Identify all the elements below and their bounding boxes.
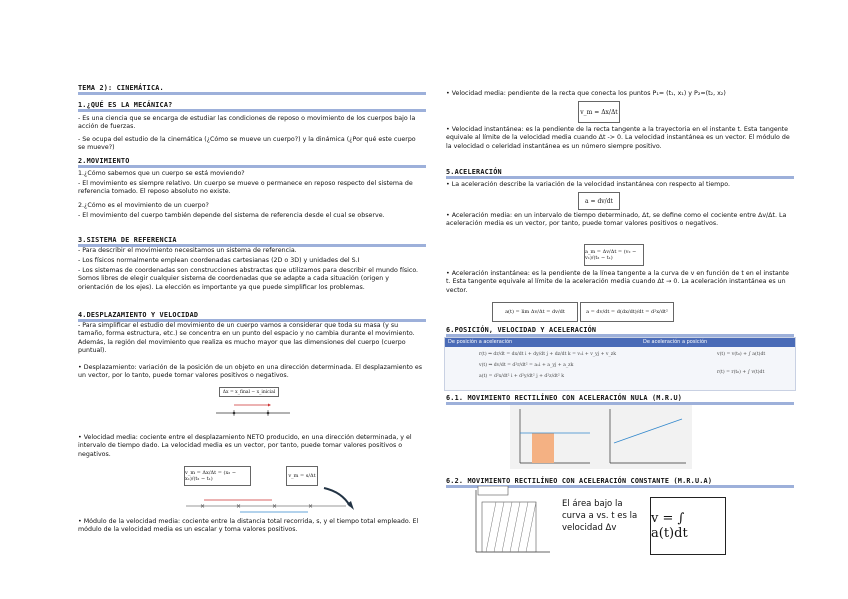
section-heading-aceleracion: 5.ACELERACIÓN (446, 168, 502, 176)
velocity-diagram (184, 466, 364, 516)
heading-bar (78, 92, 426, 95)
paragraph: • Módulo de la velocidad media: cociente entre la distancia total recorrida, s, y el tiempo total empleado. El módulo de la velocidad media es un escalar y toma valores positivos. (78, 518, 419, 534)
trajectory-arrows-icon (184, 466, 364, 516)
paragraph: • Desplazamiento: variación de la posición de un objeto en una dirección determinada. El desplazamiento es un vector, por lo tanto, puede tomar valores positivos o negativos. (78, 364, 423, 380)
velocity-module-formula: v_m = s/Δt (286, 466, 318, 486)
second-derivative-formula: a = dv/dt = d(dx/dt)/dt = d²x/dt² (580, 302, 674, 322)
paragraph: • Aceleración media: en un intervalo de tiempo determinado, Δt, se define como el cociente entre Δv/Δt. La aceleración media es un vector, por tanto, puede tomar valores positivos o negativos. (446, 212, 787, 228)
page-title: TEMA 2): CINEMÁTICA. (78, 84, 164, 92)
displacement-diagram (216, 387, 296, 421)
instantaneous-acceleration-formula: a(t) = lim Δv/Δt = dv/dt (492, 302, 578, 322)
section-heading-mecanica: 1.¿QUÉ ES LA MECÁNICA? (78, 101, 173, 109)
section-heading-desplazamiento: 4.DESPLAZAMIENTO Y VELOCIDAD (78, 311, 199, 319)
acceleration-media-formula: a_m = Δv/Δt = (v₂ − v₁)/(t₂ − t₁) (584, 244, 644, 266)
equation-row: v(t) = v(t₀) + ∫ a(t)dt (717, 352, 766, 357)
paragraph: 1.¿Cómo sabemos que un cuerpo se está moviendo? (78, 170, 245, 177)
paragraph: - Los físicos normalmente emplean coordenadas cartesianas (2D o 3D) y unidades del S.I (78, 257, 360, 264)
section-heading-posicion-velocidad: 6.POSICIÓN, VELOCIDAD Y ACELERACIÓN (446, 326, 597, 334)
mru-graphs-icon (510, 405, 692, 469)
table-header-left: De posición a aceleración (445, 338, 640, 347)
svg-text:×: × (200, 503, 206, 510)
paragraph: • Aceleración instantánea: es la pendiente de la línea tangente a la curva de v en función de t en el instante t. Esta tangente equivale al límite de la aceleración media cuando Δt → 0. La aceleración instantánea es un vector. (446, 270, 790, 294)
paragraph: - El movimiento del cuerpo también depende del sistema de referencia desde el cual se observe. (78, 212, 385, 219)
paragraph: 2.¿Cómo es el movimiento de un cuerpo? (78, 202, 209, 209)
svg-text:×: × (272, 503, 278, 510)
paragraph: - Es una ciencia que se encarga de estudiar las condiciones de reposo o movimiento de los cuerpos bajo la acción de fuerzas. (78, 115, 416, 131)
paragraph: • Velocidad media: cociente entre el desplazamiento NETO producido, en una dirección determinada, y el intervalo de tiempo dado. La velocidad media es un vector, por tanto, puede tomar valores positivos o negativos. (78, 434, 412, 458)
paragraph: - Para simplificar el estudio del movimiento de un cuerpo vamos a considerar que toda su masa (y su tamaño, forma estructura, etc.) se concentra en un punto del espacio y no cambia durante el movimiento. Además, la región del movimiento que realiza es mucho mayor que las dimensiones del cuerpo (cuerpo puntual). (78, 322, 415, 355)
area-explanation: El área bajo la curva a vs. t es la velocidad Δv (562, 499, 638, 533)
section-heading-mrua: 6.2. MOVIMIENTO RECTILÍNEO CON ACELERACIÓN CONSTANTE (M.R.U.A) (446, 477, 713, 485)
acceleration-area-graph-icon (470, 486, 552, 556)
equation-row: v(t) ⇒ dv/dt = d²r/dt² = aₓi + a_yj + a_zk (479, 363, 574, 368)
velocity-integral-formula: v = ∫ a(t)dt (650, 497, 726, 555)
displacement-formula: Δx = x_final − x_inicial (219, 387, 279, 397)
heading-bar (78, 109, 426, 112)
heading-bar (446, 176, 794, 179)
paragraph: • Velocidad instantánea: es la pendiente de la recta tangente a la trayectoria en el instante t. Esta tangente equivale al límite de la velocidad media cuando Δt -> 0. La velocidad instantánea es un vector. El módulo de la velocidad o celeridad instantánea es un número siempre positivo. (446, 126, 790, 150)
heading-bar (78, 165, 426, 168)
svg-text:×: × (308, 503, 314, 510)
paragraph: • La aceleración describe la variación de la velocidad instantánea con respecto al tiempo. (446, 181, 730, 188)
section-heading-movimiento: 2.MOVIMIENTO (78, 157, 130, 165)
paragraph: • Velocidad media: pendiente de la recta que conecta los puntos P₁= (t₁, x₁) y P₂=(t₂, x₂) (446, 90, 726, 97)
section-heading-mru: 6.1. MOVIMIENTO RECTILÍNEO CON ACELERACIÓN NULA (M.R.U) (446, 394, 683, 402)
equation-row: a(t) = d²x/dt² i + d²y/dt² j + d²z/dt² k (479, 374, 565, 379)
paragraph: - El movimiento es siempre relativo. Un cuerpo se mueve o permanece en reposo respecto del sistema de referencia tomado. El reposo absoluto no existe. (78, 180, 413, 196)
velocity-media-formula: v_m = Δx/Δt = (x₂ − x₁)/(t₂ − t₁) (184, 466, 251, 486)
acceleration-formula: a = dv/dt (578, 192, 620, 210)
table-header-right: De aceleración a posición (640, 338, 795, 347)
velocity-media-formula: v_m = Δx/Δt (578, 101, 620, 123)
displacement-axis-icon (216, 387, 296, 421)
paragraph: - Los sistemas de coordenadas son construcciones abstractas que utilizamos para describir el mundo físico. Somos libres de elegir cualquier sistema de coordenadas que se adapte a cada situación (origen y orientación de los ejes). La elección es importante ya que puede simplificar los problemas. (78, 267, 419, 291)
svg-text:×: × (236, 503, 242, 510)
section-heading-sistema-referencia: 3.SISTEMA DE REFERENCIA (78, 236, 177, 244)
paragraph: - Se ocupa del estudio de la cinemática (¿Cómo se mueve un cuerpo?) y la dinámica (¿Por qué este cuerpo se mueve?) (78, 136, 416, 152)
equation-row: r(t) = r(t₀) + ∫ v(t)dt (717, 370, 765, 375)
kinematics-table (444, 337, 796, 391)
equation-row: r(t) ⇒ dr/dt = dx/dt i + dy/dt j + dz/dt k = vₓi + v_yj + v_zk (479, 352, 616, 357)
paragraph: - Para describir el movimiento necesitamos un sistema de referencia. (78, 247, 297, 254)
